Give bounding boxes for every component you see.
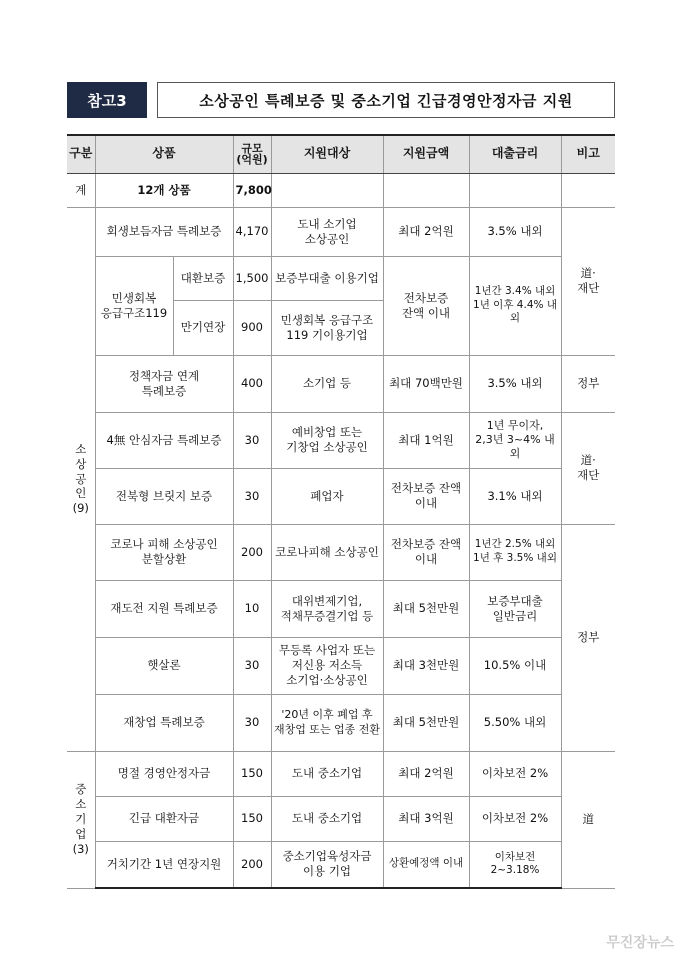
scale-value: 400 — [233, 355, 271, 412]
scale-value: 150 — [233, 796, 271, 841]
header-rate: 대출금리 — [469, 135, 561, 173]
target-cell: 중소기업육성자금 이용 기업 — [271, 841, 383, 888]
amount-cell: 최대 5천만원 — [383, 580, 469, 637]
target-cell: 보증부대출 이용기업 — [271, 256, 383, 300]
total-empty-target — [271, 173, 383, 207]
group-small-business: 소 상 공 인 (9) — [67, 207, 95, 751]
table-row — [67, 694, 615, 751]
amount-cell: 최대 70백만원 — [383, 355, 469, 412]
product-name: 회생보듬자금 특례보증 — [95, 207, 233, 256]
scale-value: 30 — [233, 637, 271, 694]
amount-cell: 전차보증 잔액 이내 — [383, 256, 469, 355]
total-label: 계 — [67, 173, 95, 207]
total-empty-rate — [469, 173, 561, 207]
amount-cell: 최대 1억원 — [383, 412, 469, 468]
amount-cell: 최대 3억원 — [383, 796, 469, 841]
header-amount: 지원금액 — [383, 135, 469, 173]
target-cell: 예비창업 또는 기창업 소상공인 — [271, 412, 383, 468]
target-cell: 대위변제기업, 적채무증결기업 등 — [271, 580, 383, 637]
amount-cell: 상환예정액 이내 — [383, 841, 469, 888]
scale-value: 900 — [233, 300, 271, 355]
amount-cell: 최대 2억원 — [383, 751, 469, 796]
product-sub: 만기연장 — [173, 300, 233, 355]
support-table — [67, 134, 615, 889]
note-cell: 정부 — [561, 355, 615, 412]
scale-value: 30 — [233, 412, 271, 468]
product-name: 전북형 브릿지 보증 — [95, 468, 233, 524]
scale-value: 1,500 — [233, 256, 271, 300]
table-row — [67, 412, 615, 468]
title-bar — [67, 82, 615, 118]
table-row — [67, 207, 615, 256]
product-name: 긴급 대환자금 — [95, 796, 233, 841]
header-target: 지원대상 — [271, 135, 383, 173]
note-cell: 道 — [561, 751, 615, 888]
total-empty-amount — [383, 173, 469, 207]
reference-badge: 참고3 — [67, 82, 147, 118]
scale-value: 4,170 — [233, 207, 271, 256]
product-name: 재창업 특례보증 — [95, 694, 233, 751]
table-row — [67, 841, 615, 888]
note-cell: 정부 — [561, 524, 615, 751]
scale-value: 30 — [233, 468, 271, 524]
scale-value: 30 — [233, 694, 271, 751]
table-row — [67, 751, 615, 796]
scale-value: 200 — [233, 841, 271, 888]
table-row-total — [67, 173, 615, 207]
header-category: 구분 — [67, 135, 95, 173]
table-row — [67, 796, 615, 841]
amount-cell: 최대 3천만원 — [383, 637, 469, 694]
scale-value: 10 — [233, 580, 271, 637]
rate-cell: 이차보전 2% — [469, 751, 561, 796]
header-note: 비고 — [561, 135, 615, 173]
target-cell: 도내 소기업 소상공인 — [271, 207, 383, 256]
rate-cell: 이차보전 2% — [469, 796, 561, 841]
note-cell: 道· 재단 — [561, 412, 615, 524]
total-product: 12개 상품 — [95, 173, 233, 207]
rate-cell: 3.5% 내외 — [469, 355, 561, 412]
rate-cell: 10.5% 이내 — [469, 637, 561, 694]
rate-cell: 이차보전 2~3.18% — [469, 841, 561, 888]
header-scale: 규모 (억원) — [233, 135, 271, 173]
amount-cell: 최대 2억원 — [383, 207, 469, 256]
target-cell: 코로나피해 소상공인 — [271, 524, 383, 580]
rate-cell: 1년 무이자, 2,3년 3~4% 내외 — [469, 412, 561, 468]
amount-cell: 전차보증 잔액 이내 — [383, 468, 469, 524]
target-cell: 무등록 사업자 또는 저신용 저소득 소기업·소상공인 — [271, 637, 383, 694]
rate-cell: 3.1% 내외 — [469, 468, 561, 524]
target-cell: 폐업자 — [271, 468, 383, 524]
product-name: 명절 경영안정자금 — [95, 751, 233, 796]
rate-cell: 3.5% 내외 — [469, 207, 561, 256]
table-row — [67, 524, 615, 580]
total-empty-note — [561, 173, 615, 207]
watermark-logo: 무진장뉴스 — [606, 935, 674, 951]
rate-cell: 1년간 3.4% 내외 1년 이후 4.4% 내외 — [469, 256, 561, 355]
amount-cell: 최대 5천만원 — [383, 694, 469, 751]
group-sme: 중 소 기 업 (3) — [67, 751, 95, 888]
product-name: 햇살론 — [95, 637, 233, 694]
table-row — [67, 256, 615, 300]
target-cell: 도내 중소기업 — [271, 751, 383, 796]
table-row — [67, 355, 615, 412]
rate-cell: 1년간 2.5% 내외 1년 후 3.5% 내외 — [469, 524, 561, 580]
product-name: 거치기간 1년 연장지원 — [95, 841, 233, 888]
amount-cell: 전차보증 잔액 이내 — [383, 524, 469, 580]
total-scale: 7,800 — [233, 173, 271, 207]
product-name: 재도전 지원 특례보증 — [95, 580, 233, 637]
target-cell: 소기업 등 — [271, 355, 383, 412]
product-name: 4無 안심자금 특례보증 — [95, 412, 233, 468]
product-name: 정책자금 연계 특례보증 — [95, 355, 233, 412]
target-cell: '20년 이후 폐업 후 재창업 또는 업종 전환 — [271, 694, 383, 751]
rate-cell: 5.50% 내외 — [469, 694, 561, 751]
target-cell: 민생회복 응급구조 119 기이용기업 — [271, 300, 383, 355]
note-cell: 道· 재단 — [561, 207, 615, 355]
document-title: 소상공인 특례보증 및 중소기업 긴급경영안정자금 지원 — [157, 82, 615, 118]
table-row — [67, 468, 615, 524]
table-row — [67, 637, 615, 694]
product-group: 민생회복 응급구조119 — [95, 256, 173, 355]
scale-value: 200 — [233, 524, 271, 580]
scale-value: 150 — [233, 751, 271, 796]
header-product: 상품 — [95, 135, 233, 173]
table-row — [67, 580, 615, 637]
product-sub: 대환보증 — [173, 256, 233, 300]
rate-cell: 보증부대출 일반금리 — [469, 580, 561, 637]
product-name: 코로나 피해 소상공인 분할상환 — [95, 524, 233, 580]
target-cell: 도내 중소기업 — [271, 796, 383, 841]
